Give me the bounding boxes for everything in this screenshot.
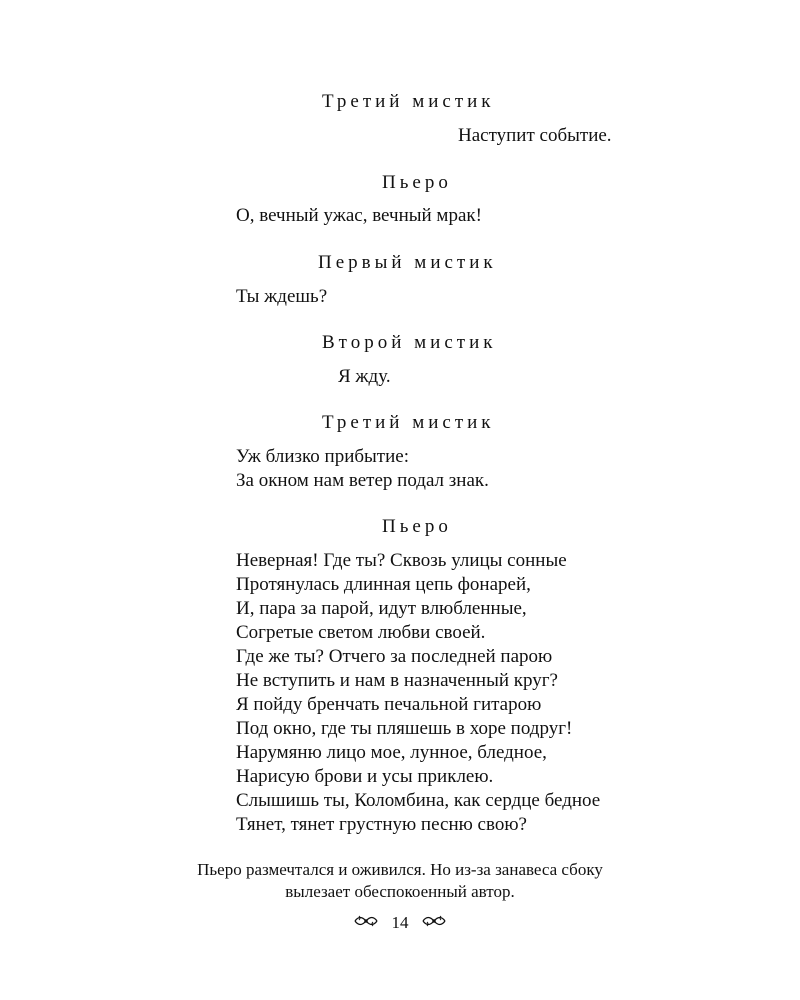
dialogue-line: Ты ждешь? <box>236 286 328 307</box>
verse-line: Под окно, где ты пляшешь в хоре подруг! <box>236 718 573 739</box>
floral-ornament-icon <box>353 913 379 935</box>
dialogue-line: За окном нам ветер подал знак. <box>236 470 489 491</box>
verse-block <box>236 549 600 837</box>
dialogue-line: Наступит событие. <box>458 125 612 146</box>
speaker-name: Третий мистик <box>322 412 495 433</box>
verse-line: Протянулась длинная цепь фонарей, <box>236 574 531 595</box>
dialogue-line: О, вечный ужас, вечный мрак! <box>236 205 482 226</box>
verse-line: Не вступить и нам в назначенный круг? <box>236 670 558 691</box>
verse-line: Согретые светом любви своей. <box>236 622 486 643</box>
dialogue-line: Я жду. <box>338 366 391 387</box>
verse-line: И, пара за парой, идут влюбленные, <box>236 598 527 619</box>
verse-line: Я пойду бренчать печальной гитарою <box>236 694 542 715</box>
dialogue-line: Уж близко прибытие: <box>236 446 409 467</box>
verse-line: Неверная! Где ты? Сквозь улицы сонные <box>236 550 567 571</box>
stage-direction-line: Пьеро размечтался и оживился. Но из-за занавеса сбоку <box>197 860 603 879</box>
speaker-name: Второй мистик <box>322 332 497 353</box>
speaker-name: Первый мистик <box>318 252 497 273</box>
speaker-name: Третий мистик <box>322 91 495 112</box>
stage-direction-line: вылезает обеспокоенный автор. <box>285 882 515 901</box>
verse-line: Нарумяню лицо мое, лунное, бледное, <box>236 742 547 763</box>
speaker-name: Пьеро <box>382 516 452 537</box>
page-number: 14 <box>391 913 409 932</box>
verse-line: Где же ты? Отчего за последней парою <box>236 646 553 667</box>
verse-line: Тянет, тянет грустную песню свою? <box>236 814 527 835</box>
speaker-name: Пьеро <box>382 172 452 193</box>
floral-ornament-icon <box>421 913 447 935</box>
verse-line: Слышишь ты, Коломбина, как сердце бедное <box>236 790 601 811</box>
verse-line: Нарисую брови и усы приклею. <box>236 766 494 787</box>
page-footer <box>0 912 800 935</box>
stage-direction <box>100 859 700 903</box>
